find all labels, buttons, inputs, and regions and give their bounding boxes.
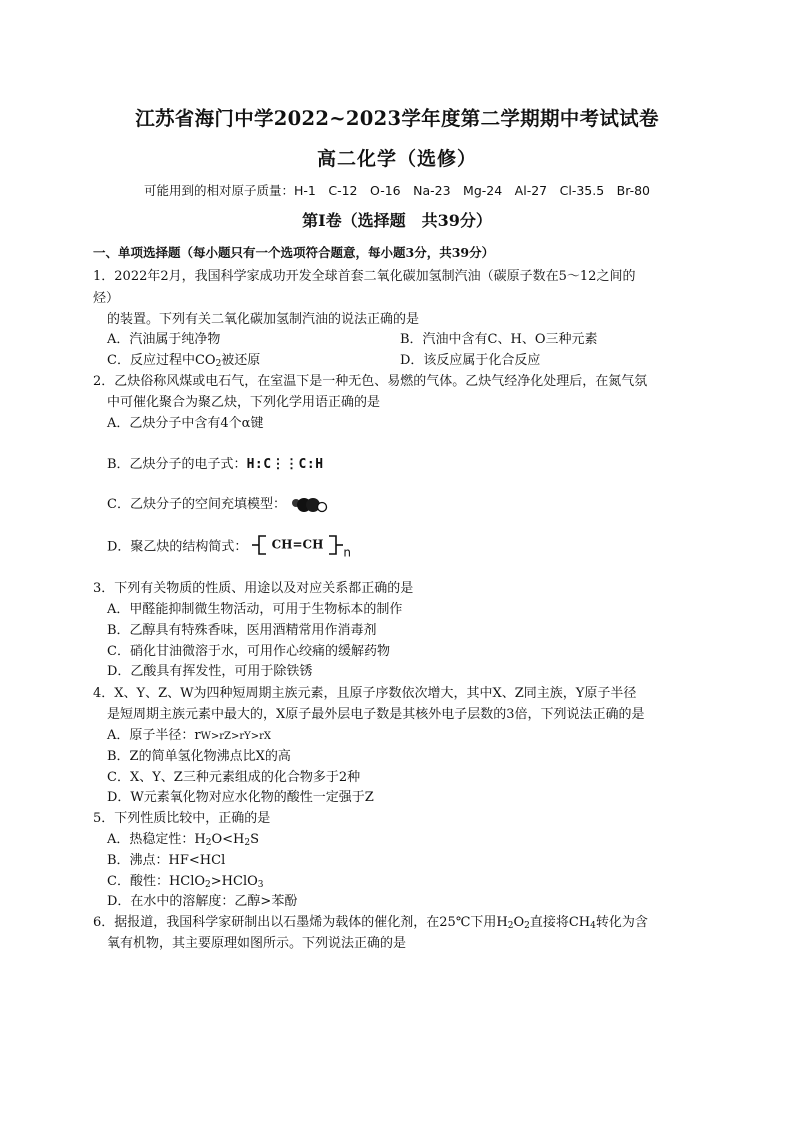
q1-option-c [107, 349, 260, 369]
polymer-n: n [343, 545, 352, 560]
page-title: 江苏省海门中学2022~2023学年度第二学期期中考试试卷 [135, 107, 659, 130]
q1-option-d: D．该反应属于化合反应 [400, 353, 541, 368]
q2-stem-1: 2．乙炔俗称风煤或电石气，在室温下是一种无色、易燃的气体。乙炔气经净化处理后，在氮气氛 [93, 374, 648, 389]
q2-option-a: A．乙炔分子中含有4个α键 [107, 416, 264, 431]
q5-option-b: B．沸点：HF<HCl [107, 853, 226, 868]
q6-s1d: 转化为含 [595, 915, 648, 930]
q4-option-d: D．W元素氧化物对应水化物的酸性一定强于Z [107, 790, 374, 805]
q2-lewis-formula: H:C⋮⋮C:H [246, 457, 324, 472]
q4-option-c: C．X、Y、Z三种元素组成的化合物多于2种 [107, 770, 361, 785]
bracket-left-icon [252, 534, 272, 556]
part-heading: 一、单项选择题（每小题只有一个选项符合题意，每小题3分，共39分） [93, 245, 495, 260]
q5-a-mid: O<H [211, 832, 245, 847]
q5-option-c [107, 870, 264, 890]
polyacetylene-unit: CH=CH [271, 537, 324, 552]
q6-s1-sub1: 2 [507, 921, 514, 931]
page-subtitle: 高二化学（选修） [316, 148, 477, 170]
q5-a-pre: A．热稳定性：H [107, 832, 206, 847]
q3-option-b: B．乙醇具有特殊香味，医用酒精常用作消毒剂 [107, 623, 377, 638]
atomic-masses: 可能用到的相对原子质量：H-1 C-12 O-16 Na-23 Mg-24 Al-27 Cl-35.5 Br-80 [144, 183, 650, 198]
q5-c-mid: >HClO [210, 874, 258, 889]
bracket-right-icon [323, 534, 343, 556]
q2-option-d [107, 534, 351, 560]
q3-option-a: A．甲醛能抑制微生物活动，可用于生物标本的制作 [107, 602, 403, 617]
q3-stem: 3．下列有关物质的性质、用途以及对应关系都正确的是 [93, 581, 414, 596]
q5-a-sub1: 2 [205, 838, 212, 848]
q5-option-a [107, 828, 259, 848]
q5-c-sub2: 3 [257, 880, 264, 890]
q1-option-c-sub: 2 [215, 359, 222, 369]
q1-stem-1: 1．2022年2月，我国科学家成功开发全球首套二氧化碳加氢制汽油（碳原子数在5～12之间的 [93, 269, 636, 284]
q4-option-b: B．Z的简单氢化物沸点比X的高 [107, 749, 291, 764]
q4-stem-1: 4．X、Y、Z、W为四种短周期主族元素，且原子序数依次增大，其中X、Z同主族，Y原子半径 [93, 686, 637, 701]
q6-s1b: O [513, 915, 525, 930]
q4-option-a [107, 724, 271, 743]
q1-option-b: B．汽油中含有C、H、O三种元素 [400, 332, 598, 347]
q2-option-c-label: C．乙炔分子的空间充填模型： [107, 497, 286, 512]
q1-option-a: A．汽油属于纯净物 [107, 332, 221, 347]
q5-a-sub2: 2 [244, 838, 251, 848]
q6-s1-sub2: 2 [524, 921, 530, 931]
q4-option-a-pre: A．原子半径：r [107, 728, 201, 743]
q5-c-pre: C．酸性：HClO [107, 874, 206, 889]
q2-stem-2: 中可催化聚合为聚乙炔，下列化学用语正确的是 [107, 395, 381, 410]
q1-option-c-pre: C．反应过程中CO [107, 353, 216, 368]
q4-option-a-expr: W>rZ>rY>rX [200, 731, 272, 742]
q6-stem-1 [93, 911, 648, 931]
q1-stem-3: 的装置。下列有关二氧化碳加氢制汽油的说法正确的是 [107, 312, 420, 327]
q6-s1c: 直接将CH [529, 915, 591, 930]
q5-stem: 5．下列性质比较中，正确的是 [93, 811, 271, 826]
q2-option-b-label: B．乙炔分子的电子式： [107, 457, 247, 472]
q6-s1a: 6．据报道，我国科学家研制出以石墨烯为载体的催化剂，在25℃下用H [93, 915, 508, 930]
q4-stem-2: 是短周期主族元素中最大的，X原子最外层电子数是其核外电子层数的3倍，下列说法正确的是 [107, 707, 645, 722]
q6-s1-sub3: 4 [590, 921, 596, 931]
q3-option-d: D．乙酸具有挥发性，可用于除铁锈 [107, 664, 313, 679]
q5-a-post: S [250, 832, 259, 847]
q2-option-c [107, 493, 330, 515]
section-title: 第Ⅰ卷（选择题 共39分） [302, 211, 492, 230]
q1-stem-2: 烃） [93, 291, 120, 306]
q5-c-sub1: 2 [205, 880, 211, 890]
q3-option-c: C．硝化甘油微溶于水，可用作心绞痛的缓解药物 [107, 644, 390, 659]
q6-stem-2: 氧有机物，其主要原理如图所示。下列说法正确的是 [107, 936, 407, 951]
model-h-atom-right [318, 502, 327, 511]
q2-option-d-label: D．聚乙炔的结构简式： [107, 539, 248, 555]
polyacetylene-structure [252, 534, 351, 560]
q1-option-c-post: 被还原 [221, 353, 261, 368]
q2-option-b [107, 453, 324, 472]
q5-option-d: D．在水中的溶解度：乙醇>苯酚 [107, 894, 298, 909]
space-filling-model-icon [290, 495, 330, 515]
